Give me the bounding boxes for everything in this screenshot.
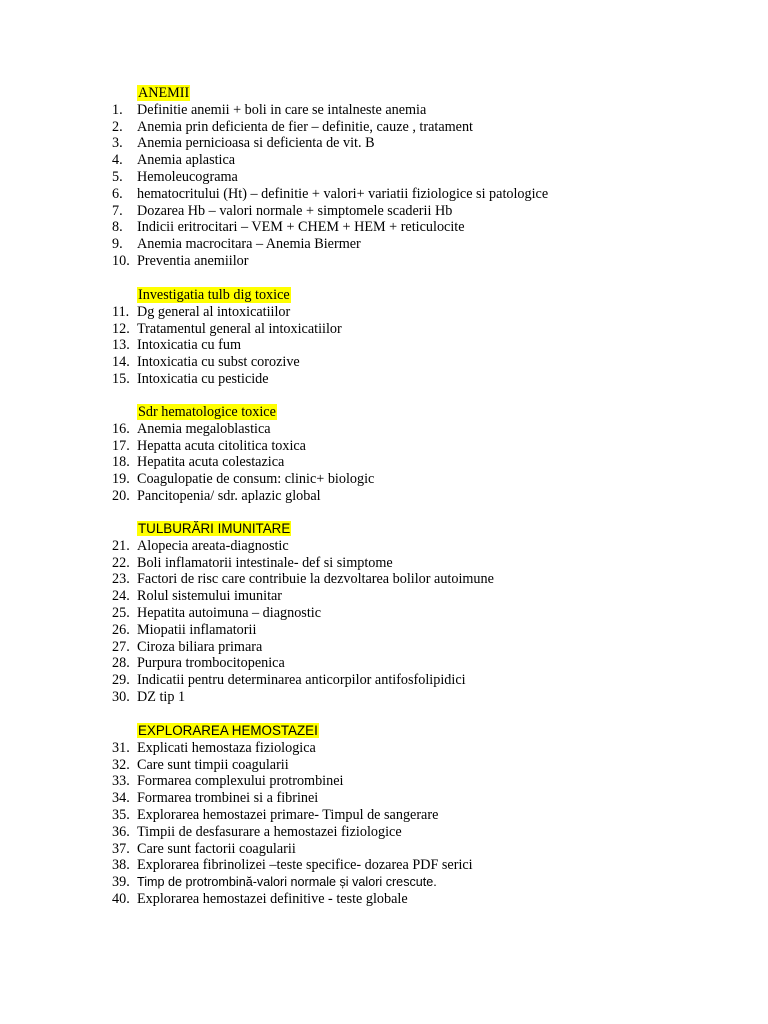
- item-text: Explicati hemostaza fiziologica: [137, 739, 316, 756]
- item-text: Timp de protrombină-valori normale și valori crescute.: [137, 875, 437, 890]
- item-text: Dozarea Hb – valori normale + simptomele scaderii Hb: [137, 202, 453, 219]
- list-item: [112, 773, 732, 790]
- item-number: 24.: [112, 588, 130, 605]
- item-text: Hepatta acuta citolitica toxica: [137, 437, 306, 454]
- item-text: Formarea trombinei si a fibrinei: [137, 790, 319, 807]
- list-item: [112, 454, 732, 471]
- item-number: 16.: [112, 420, 130, 437]
- item-number: 3.: [112, 135, 123, 152]
- item-number: 22.: [112, 554, 130, 571]
- list-item: [112, 471, 732, 488]
- list-item: [112, 605, 732, 622]
- list-item: [112, 891, 732, 908]
- section-explorarea-hemostazei: [112, 723, 732, 908]
- item-text: Anemia megaloblastica: [137, 420, 271, 437]
- item-number: 36.: [112, 823, 130, 840]
- list-item: [112, 571, 732, 588]
- item-number: 40.: [112, 890, 130, 907]
- item-number: 33.: [112, 773, 130, 790]
- item-number: 20.: [112, 487, 130, 504]
- section-heading: Sdr hematologice toxice: [138, 404, 276, 420]
- item-text: hematocritului (Ht) – definitie + valori+ variatii fiziologice si patologice: [137, 185, 549, 202]
- item-number: 17.: [112, 437, 130, 454]
- item-number: 7.: [112, 202, 123, 219]
- item-number: 32.: [112, 756, 130, 773]
- item-number: 14.: [112, 354, 130, 371]
- list-item: [112, 655, 732, 672]
- list-item: [112, 740, 732, 757]
- item-text: Intoxicatia cu pesticide: [137, 370, 269, 387]
- list-item: [112, 354, 732, 371]
- list-item: [112, 169, 732, 186]
- list-item: [112, 236, 732, 253]
- item-number: 39.: [112, 874, 130, 891]
- list-item: [112, 857, 732, 874]
- section-heading: Investigatia tulb dig toxice: [138, 287, 290, 303]
- list-item: [112, 321, 732, 338]
- list-item: [112, 874, 732, 891]
- item-number: 2.: [112, 118, 123, 135]
- section-anemii: [112, 85, 732, 270]
- item-text: Factori de risc care contribuie la dezvoltarea bolilor autoimune: [137, 571, 494, 588]
- list-item: [112, 304, 732, 321]
- item-text: Care sunt timpii coagularii: [137, 756, 289, 773]
- section-heading: EXPLORAREA HEMOSTAZEI: [138, 723, 318, 738]
- item-text: Alopecia areata-diagnostic: [137, 537, 289, 554]
- list-item: [112, 488, 732, 505]
- item-text: Anemia pernicioasa si deficienta de vit. B: [137, 135, 375, 152]
- item-text: Pancitopenia/ sdr. aplazic global: [137, 487, 321, 504]
- item-text: Boli inflamatorii intestinale- def si simptome: [137, 554, 393, 571]
- item-text: Anemia prin deficienta de fier – definitie, cauze , tratament: [137, 118, 474, 135]
- list-item: [112, 253, 732, 270]
- item-number: 10.: [112, 252, 130, 269]
- item-text: Ciroza biliara primara: [137, 638, 263, 655]
- section-tulburari-imunitare: [112, 521, 732, 706]
- item-number: 37.: [112, 840, 130, 857]
- list-item: [112, 672, 732, 689]
- item-text: Formarea complexului protrombinei: [137, 773, 344, 790]
- item-number: 6.: [112, 185, 123, 202]
- item-number: 15.: [112, 370, 130, 387]
- list-item: [112, 135, 732, 152]
- item-text: Indicii eritrocitari – VEM + CHEM + HEM + reticulocite: [137, 219, 465, 236]
- item-number: 35.: [112, 806, 130, 823]
- section-heading: ANEMII: [138, 85, 190, 101]
- item-text: Hepatita acuta colestazica: [137, 454, 285, 471]
- item-number: 21.: [112, 537, 130, 554]
- item-number: 9.: [112, 236, 123, 253]
- list-item: [112, 421, 732, 438]
- item-text: Preventia anemiilor: [137, 252, 249, 269]
- item-number: 1.: [112, 101, 123, 118]
- item-text: DZ tip 1: [137, 688, 186, 705]
- list-item: [112, 841, 732, 858]
- item-number: 13.: [112, 337, 130, 354]
- item-number: 25.: [112, 604, 130, 621]
- list-item: [112, 807, 732, 824]
- item-text: Hemoleucograma: [137, 168, 238, 185]
- item-number: 5.: [112, 168, 123, 185]
- list-item: [112, 438, 732, 455]
- list-item: [112, 824, 732, 841]
- list-item: [112, 186, 732, 203]
- section-intoxicatii: [112, 287, 732, 388]
- item-number: 26.: [112, 621, 130, 638]
- item-number: 29.: [112, 672, 130, 689]
- item-text: Anemia aplastica: [137, 152, 236, 169]
- item-text: Intoxicatia cu subst corozive: [137, 354, 300, 371]
- item-text: Miopatii inflamatorii: [137, 621, 257, 638]
- list-item: [112, 639, 732, 656]
- item-text: Intoxicatia cu fum: [137, 337, 242, 354]
- item-number: 11.: [112, 303, 130, 320]
- list-item: [112, 119, 732, 136]
- list-item: [112, 371, 732, 388]
- item-number: 27.: [112, 638, 130, 655]
- item-text: Hepatita autoimuna – diagnostic: [137, 604, 321, 621]
- section-heading: TULBURĂRI IMUNITARE: [138, 521, 291, 536]
- item-number: 31.: [112, 739, 130, 756]
- section-sdr-hematologice: [112, 404, 732, 505]
- item-number: 23.: [112, 571, 130, 588]
- item-text: Rolul sistemului imunitar: [137, 588, 283, 605]
- item-number: 30.: [112, 688, 130, 705]
- item-text: Dg general al intoxicatiilor: [137, 303, 291, 320]
- list-item: [112, 588, 732, 605]
- item-number: 19.: [112, 471, 130, 488]
- list-item: [112, 203, 732, 220]
- item-text: Anemia macrocitara – Anemia Biermer: [137, 236, 361, 253]
- item-number: 28.: [112, 655, 130, 672]
- list-item: [112, 689, 732, 706]
- item-number: 38.: [112, 857, 130, 874]
- list-item: [112, 152, 732, 169]
- list-item: [112, 757, 732, 774]
- item-text: Tratamentul general al intoxicatiilor: [137, 320, 342, 337]
- list-item: [112, 102, 732, 119]
- item-text: Explorarea hemostazei primare- Timpul de sangerare: [137, 806, 439, 823]
- item-number: 34.: [112, 790, 130, 807]
- item-number: 4.: [112, 152, 123, 169]
- list-item: [112, 219, 732, 236]
- item-text: Explorarea hemostazei definitive - teste globale: [137, 890, 408, 907]
- item-text: Timpii de desfasurare a hemostazei fiziologice: [137, 823, 402, 840]
- item-number: 8.: [112, 219, 123, 236]
- item-text: Care sunt factorii coagularii: [137, 840, 296, 857]
- item-text: Definitie anemii + boli in care se intalneste anemia: [137, 101, 427, 118]
- list-item: [112, 555, 732, 572]
- list-item: [112, 538, 732, 555]
- list-item: [112, 790, 732, 807]
- item-number: 18.: [112, 454, 130, 471]
- list-item: [112, 622, 732, 639]
- item-text: Coagulopatie de consum: clinic+ biologic: [137, 471, 375, 488]
- item-text: Indicatii pentru determinarea anticorpilor antifosfolipidici: [137, 672, 466, 689]
- item-text: Explorarea fibrinolizei –teste specifice- dozarea PDF serici: [137, 857, 473, 874]
- list-item: [112, 337, 732, 354]
- item-text: Purpura trombocitopenica: [137, 655, 285, 672]
- item-number: 12.: [112, 320, 130, 337]
